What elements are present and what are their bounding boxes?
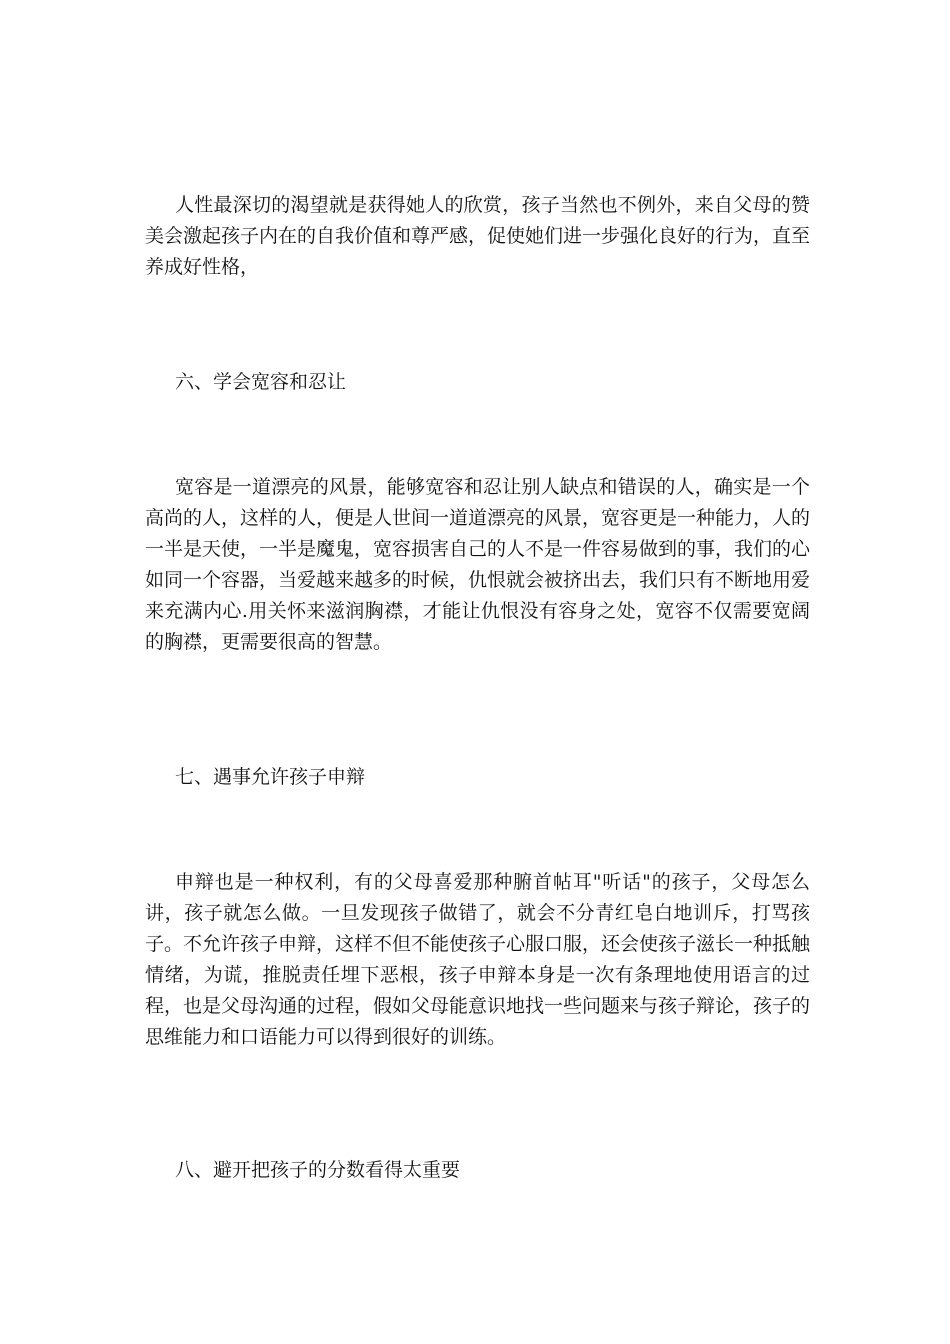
paragraph-tolerance: 宽容是一道漂亮的风景，能够宽容和忍让别人缺点和错误的人，确实是一个高尚的人，这样的人，便是人世间一道道漂亮的风景，宽容更是一种能力，人的一半是天使，一半是魔鬼，宽容损害自己的人不是一件容易做到的事，我们的心如同一个容器，当爱越来越多的时候，仇恨就会被挤出去，我们只有不断地用爱来充满内心.用关怀来滋润胸襟，才能让仇恨没有容身之处，宽容不仅需要宽阔的胸襟，更需要很高的智慧。 — [145, 476, 811, 653]
section-heading-6: 六、学会宽容和忍让 — [175, 371, 347, 393]
section-heading-8: 八、避开把孩子的分数看得太重要 — [175, 1159, 461, 1181]
paragraph-praise: 人性最深切的渴望就是获得她人的欣赏，孩子当然也不例外，来自父母的赞美会激起孩子内在的自我价值和尊严感，促使她们进一步强化良好的行为，直至养成好性格， — [145, 194, 811, 278]
section-heading-7: 七、遇事允许孩子申辩 — [175, 766, 366, 788]
paragraph-defense: 申辩也是一种权利，有的父母喜爱那种腑首帖耳"听话"的孩子，父母怎么讲，孩子就怎么做。一旦发现孩子做错了，就会不分青红皂白地训斥，打骂孩子。不允许孩子申辩，这样不但不能使孩子心服口服，还会使孩子滋长一种抵触情绪，为谎，推脱责任埋下恶根，孩子申辩本身是一次有条理地使用语言的过程，也是父母沟通的过程，假如父母能意识地找一些问题来与孩子辩论，孩子的思维能力和口语能力可以得到很好的训练。 — [145, 871, 811, 1048]
